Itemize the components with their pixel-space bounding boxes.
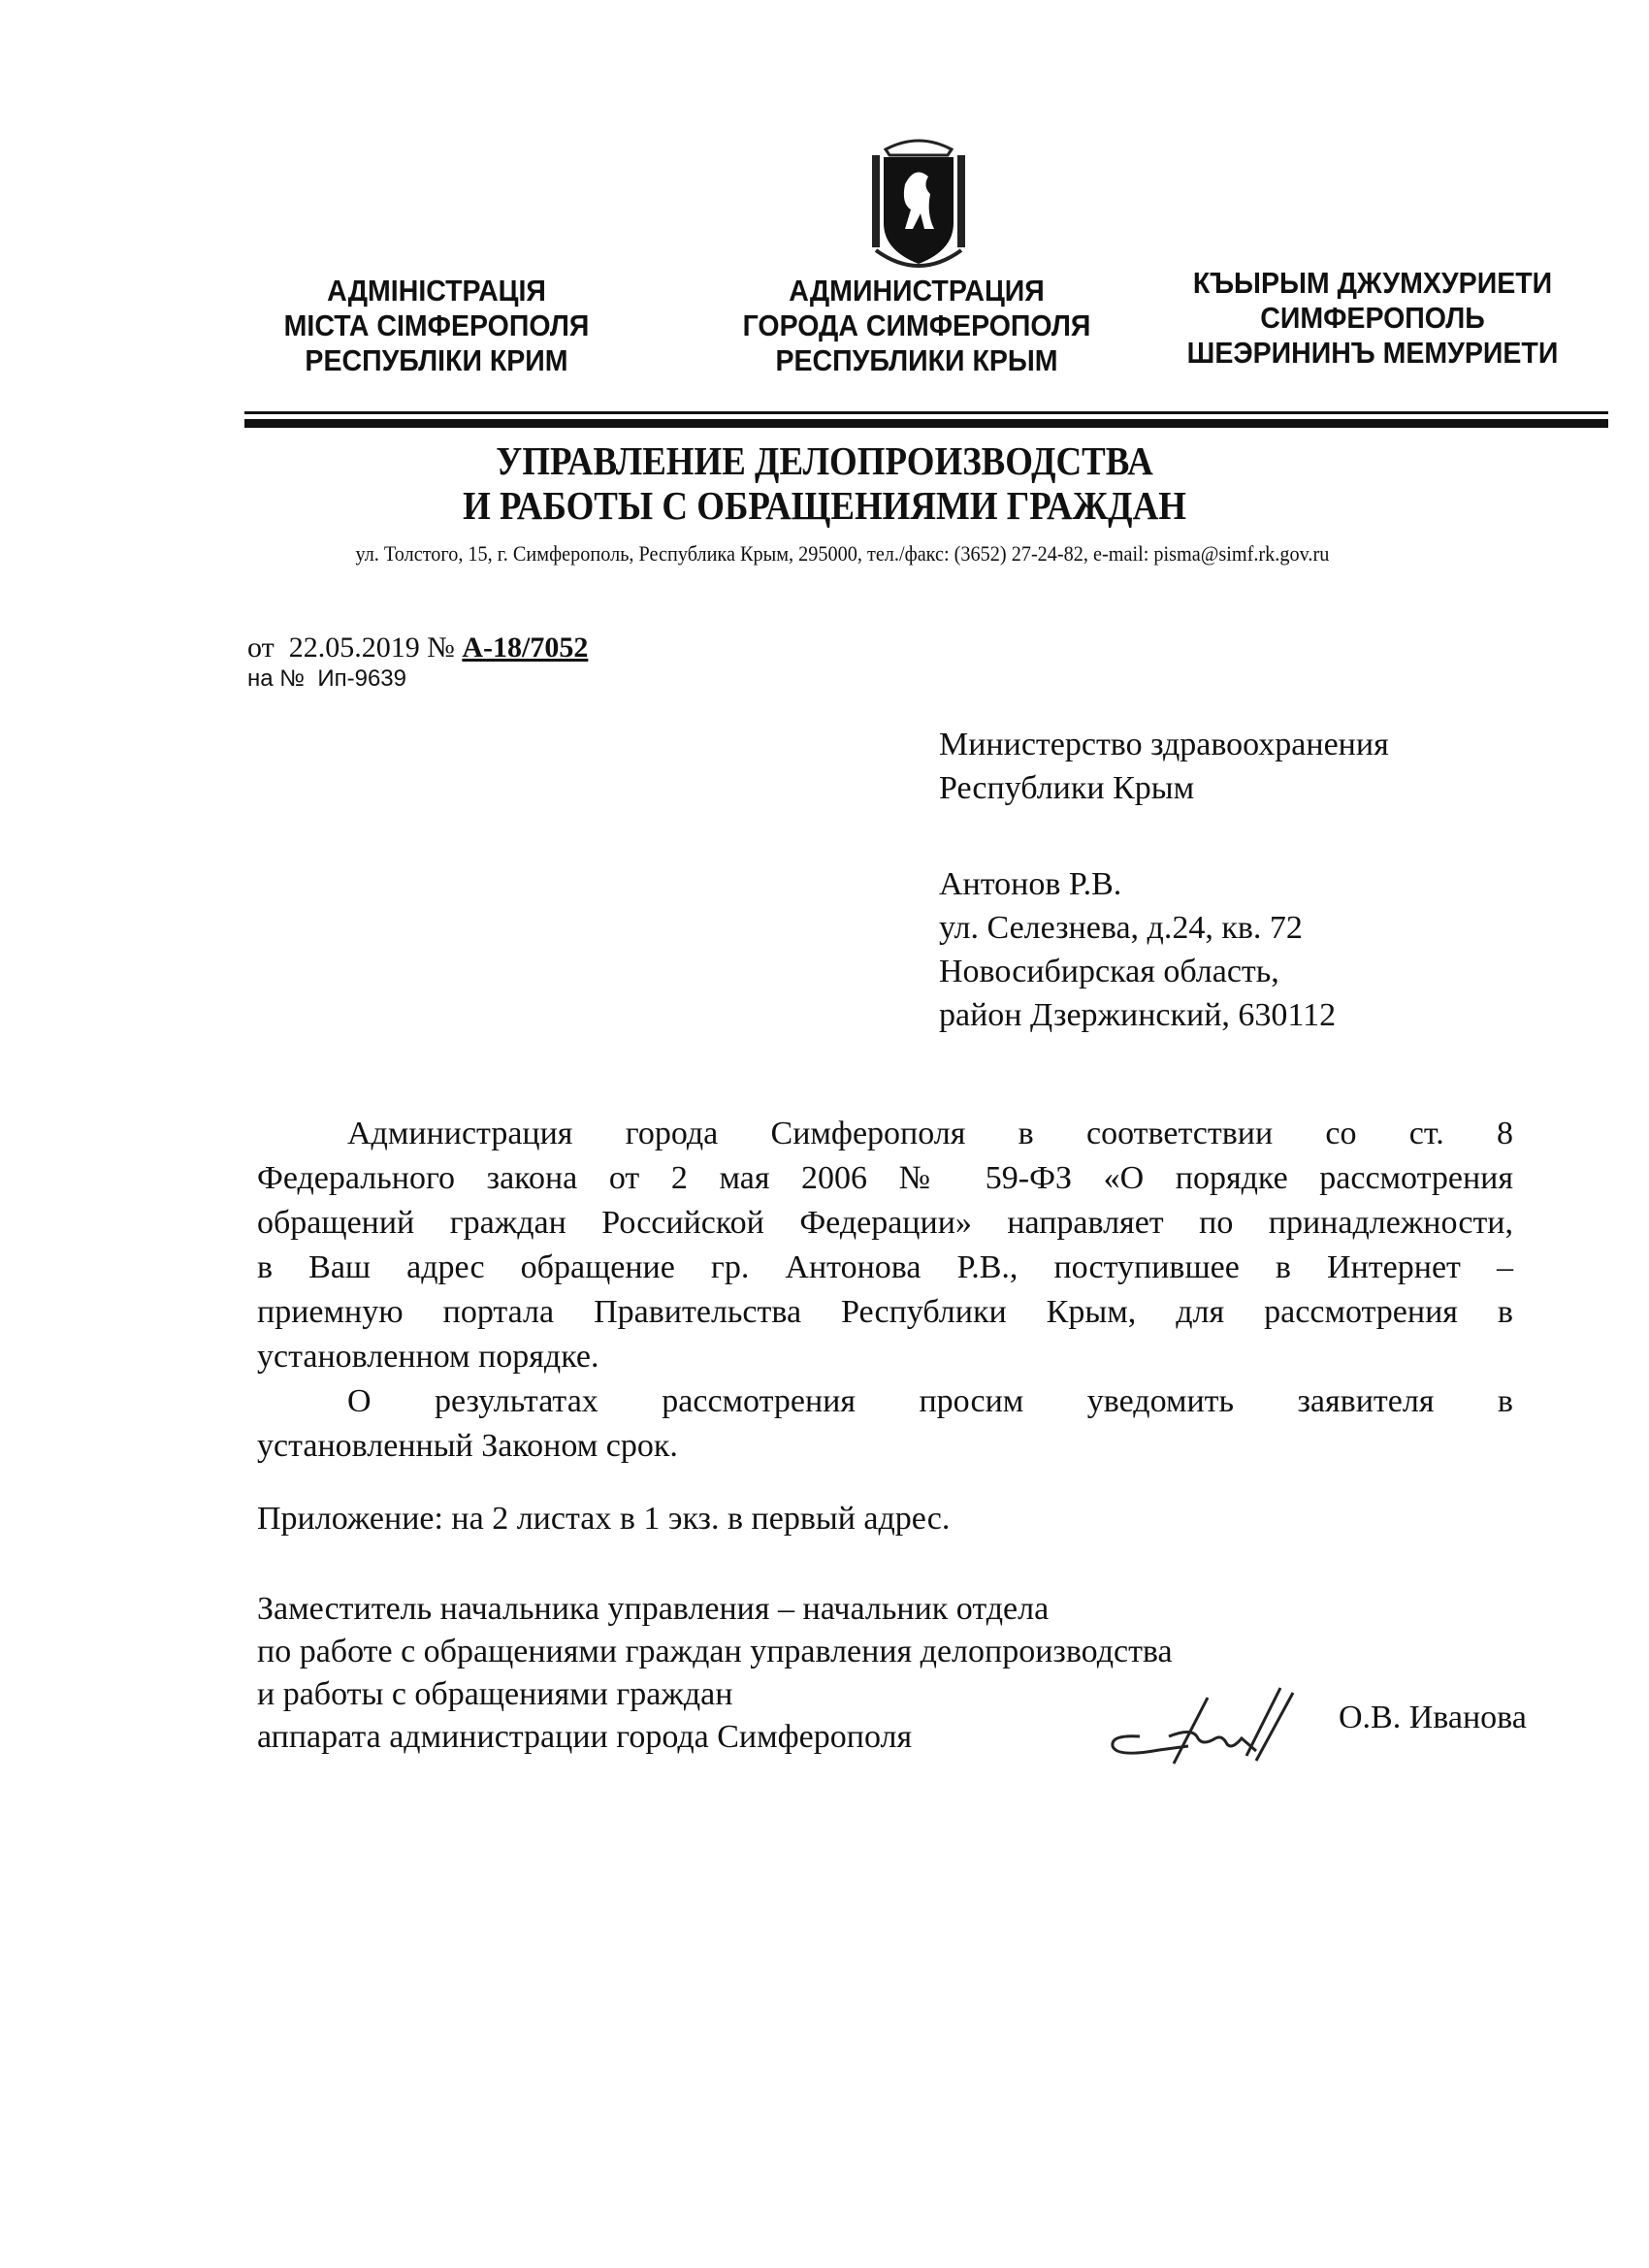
ref-date: 22.05.2019 [288,632,420,664]
header-divider-thick [244,419,1608,428]
header-right-line: КЪЫРЫМ ДЖУМХУРИЕТИ [1192,266,1553,300]
department-address: ул. Толстого, 15, г. Симферополь, Республика Крым, 295000, тел./факс: (3652) 27-24-82, e-mail: pisma@simf.rk.gov.ru [355,541,1330,566]
body-line: установленном порядке. [257,1339,599,1375]
appendix-note: Приложение: на 2 листах в 1 экз. в первый адрес. [257,1501,951,1537]
department-title [82,438,1567,528]
body-line: в Ваш адрес обращение гр. Антонова Р.В., поступившее в Интернет – [257,1249,1513,1285]
position-line: Заместитель начальника управления – начальник отдела [257,1591,1050,1627]
position-line: по работе с обращениями граждан управления делопроизводства [257,1634,1173,1669]
crimea-coat-of-arms-icon [866,136,971,272]
header-center-line: ГОРОДА СИМФЕРОПОЛЯ [742,308,1091,342]
header-right-line: СИМФЕРОПОЛЬ [1260,301,1485,335]
header-russian [725,274,1109,378]
ref-number-sign: № [427,632,455,664]
header-right-line: ШЕЭРИНИНЪ МЕМУРИЕТИ [1186,336,1559,370]
header-ukrainian [244,274,629,378]
ref-number: А-18/7052 [462,632,589,664]
outgoing-reference [247,629,588,667]
letter-body [257,1112,1513,1469]
department-title-line: УПРАВЛЕНИЕ ДЕЛОПРОИЗВОДСТВА [496,438,1153,483]
handwritten-signature [1101,1678,1314,1770]
position-line: и работы с обращениями граждан [257,1676,733,1712]
header-center-line: АДМИНИСТРАЦИЯ [789,274,1045,308]
body-line: установленный Законом срок. [257,1428,678,1464]
department-title-line: И РАБОТЫ С ОБРАЩЕНИЯМИ ГРАЖДАН [463,483,1186,528]
recipient-line: ул. Селезнева, д.24, кв. 72 [939,910,1303,946]
incoming-reference [247,665,406,693]
recipient-spacer [939,810,1389,862]
header-left-line: АДМІНІСТРАЦІЯ [327,274,546,308]
position-line: аппарата администрации города Симферополя [257,1719,913,1755]
recipient-line: район Дзержинский, 630112 [939,997,1337,1033]
signatory-position [257,1588,1173,1759]
recipients-block [939,723,1389,1037]
header-crimean-tatar [1180,266,1565,371]
body-line: Федерального закона от 2 мая 2006 № 59-ФЗ «О порядке рассмотрения [257,1160,1513,1196]
recipient-line: Антонов Р.В. [939,866,1122,902]
body-line: О результатах рассмотрения просим уведомить заявителя в [347,1383,1513,1419]
header-divider-thin [244,411,1608,414]
body-line: приемную портала Правительства Республики Крым, для рассмотрения в [257,1294,1513,1330]
reply-to-prefix: на № [247,665,306,692]
signatory-name: О.В. Иванова [1339,1700,1527,1735]
recipient-line: Новосибирская область, [939,954,1279,989]
header-center-line: РЕСПУБЛИКИ КРЫМ [775,343,1058,377]
header-left-line: РЕСПУБЛІКИ КРИМ [305,343,568,377]
ref-prefix: от [247,632,275,664]
reply-to-number: Ип-9639 [317,665,406,692]
header-left-line: МІСТА СІМФЕРОПОЛЯ [283,308,590,342]
body-line: обращений граждан Российской Федерации» направляет по принадлежности, [257,1205,1513,1241]
recipient-line: Республики Крым [939,770,1195,806]
recipient-line: Министерство здравоохранения [939,727,1389,762]
body-line: Администрация города Симферополя в соответствии со ст. 8 [347,1116,1513,1151]
